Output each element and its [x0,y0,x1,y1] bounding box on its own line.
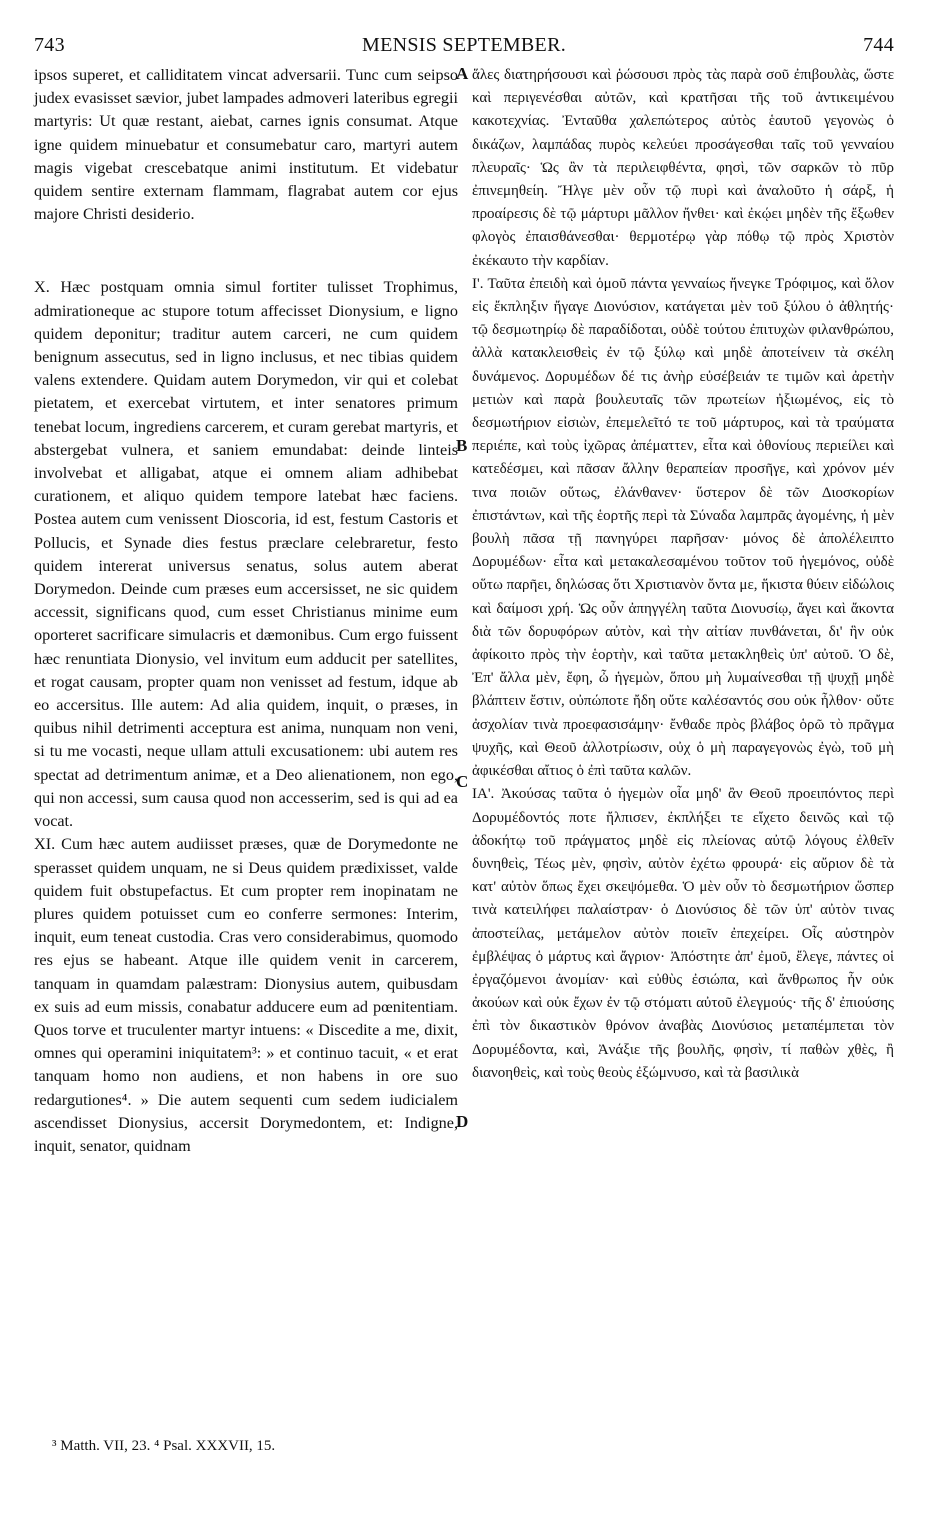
margin-marker-a: A [456,64,469,83]
greek-paragraph-3: ΙΑ'. Ἀκούσας ταῦτα ὁ ἡγεμὼν οἷα μηδ' ἂν Θεοῦ προειπόντος περὶ Δορυμέδοντός ποτε ἤλπισεν, ἐκπλήξει τε εἴχετο δεινῶς καὶ τῷ ἀδοκήτῳ τοῦ πράγματος μηδὲ εἰς πλείονας αὐτῷ λόγους ἐλθεῖν δυνηθεὶς, Τέως μὲν, φησὶν, αὐτὸν ἐχέτω φρουρά· εἰς αὔριον δὲ τὰ κατ' αὐτὸν ὅπως ἔχει σκεψόμεθα. Ὁ μὲν οὖν τὸ δεσμωτήριον ὥσπερ τινὰ κατειλήφει παλαίστραν· ὁ Διονύσιος δὲ τῶν ὑπ' αὐτὸν τινας ἀποστείλας, μετάμελον αὐτὸν ποιεῖν ἐπεχείρει. Οἷς αὐστηρὸν ἐμβλέψας ὁ μάρτυς καὶ ἄγριον· Ἀπόστητε ἀπ' ἐμοῦ, ἔλεγε, πάντες οἱ ἐργαζόμενοι ἀνομίαν· καὶ εὐθὺς ἐσιώπα, καὶ ἄνθρωπος ἦν οὐκ ἀκούων καὶ οὐκ ἔχων ἐν τῷ στόματι αὐτοῦ ἐλεγμούς· τῆς δ' ἐπιούσης ἐπὶ τὸν δικαστικὸν θρόνον ἀναβὰς Διονύσιος μεταπέμπεται τὸν Δορυμέδοντα, καὶ, Ἀνάξιε τῆς βουλῆς, φησὶν, τί παθὼν χθὲς, ἢ διανοηθεὶς, καὶ τοὺς θεοὺς ἐξώμνυσο, καὶ τὰ βασιλικὰ [472,786,894,1081]
latin-paragraph-2: X. Hæc postquam omnia simul fortiter tulisset Trophimus, admirationeque ac stupore totum affecisset Dionysium, e ligno quidem deponitur; traditur autem carceri, ne cum quidem benignum assecutus, sed in ligno inclusus, et nec tibias quidem valens extendere. Quidam autem Dorymedon, vir qui et colebat pietatem, et exercebat virtutem, et inter senatores primum tenebat locum, ingrediens carcerem, et curam gerebat martyris, et abstergebat vulnera, et saniem emundabat: deinde linteis involvebat et alligabat, atque ei omnem aliam adhibebat curationem, et aliquo quidem tempore latebat hæc faciens. Postea autem cum venissent Dioscoria, id est, festum Castoris et Pollucis, et Synade dies festus præclare celebraretur, festo quidem intererat universus senatus, solus autem aberat Dorymedon. Deinde cum præses eum accersisset, ne sic quidem accessit, significans quod, cum esset Christianus minime eum oporteret sacrificare simulacris et dæmonibus. Cum ergo fuissent hæc renuntiata Dionysio, vel invitum eum adducit per satellites, et rogat causam, propter quam non venisset ad festum, idque ab eo accersitus. Ille autem: Ad alia quidem, inquit, o præses, in quibus nihil detrimenti acceptura est anima, nunquam non veni, si tu me vocasti, neque ullam attuli excusationem: ubi autem res spectat ad detrimentum animæ, et a Deo alienationem, non ego, qui non accessi, sum causa quod non accesserim, sed is qui ad ea vocat. [34,278,458,831]
page-number-left: 743 [34,34,65,56]
footnotes: ³ Matth. VII, 23. ⁴ Psal. XXXVII, 15. [52,1438,276,1454]
margin-marker-d: D [456,1112,469,1131]
latin-column [34,64,458,1158]
greek-paragraph-1: ἅλες διατηρήσουσι καὶ ῥώσουσι πρὸς τὰς παρὰ σοῦ ἐπιβουλὰς, ὥστε καὶ περιγενέσθαι αὐτῶν, καὶ κρατῆσαι τῆς τοῦ ἀντικειμένου κακοτεχνίας. Ἐνταῦθα χαλεπώτερος αὐτὸς ἑαυτοῦ γεγονὼς ὁ δικάζων, λαμπάδας πυρὸς κελεύει προσάγεσθαι ταῖς τοῦ γενναίου πλευραῖς· Ὡς ἂν τὰ περιλειφθέντα, φησὶ, τῶν σαρκῶν τὸ πῦρ ἐπινεμηθείη. Ἤλγε μὲν οὖν τῷ πυρὶ καὶ ἀναλοῦτο ἡ σάρξ, ἡ προαίρεσις δὲ τῷ μάρτυρι μᾶλλον ἤνθει· καὶ ἐκῴει μηδὲν τῆς ἔξωθεν φλογὸς ἐπαισθάνεσθαι· θερμοτέρῳ γὰρ πόθῳ τῷ πρὸς Χριστὸν ἐκέκαυτο τὴν καρδίαν. [472,67,894,269]
running-title: MENSIS SEPTEMBER. [361,34,567,56]
greek-column [472,64,894,1085]
page-header [34,34,894,60]
latin-paragraph-1: ipsos superet, et calliditatem vincat adversarii. Tunc cum seipso judex evasisset sævior, jubet lampades admoveri lateribus egregii martyris: Ut quæ restant, aiebat, carnes ignis consumat. Atque igne quidem minuebatur et consumebatur caro, martyri autem magis vigebat crescebatque animi institutum. Et videbatur quidem sentire externam flammam, flagrabat autem cor ejus majore Christi desiderio. [34,66,458,224]
margin-marker-c: C [456,772,469,791]
latin-paragraph-3: XI. Cum hæc autem audiisset præses, quæ de Dorymedonte ne sperasset quidem unquam, ne si Deus quidem prædixisset, valde quidem fuit obstupefactus. Et cum propter rem inopinatam ne plures quidem potuisset cum eo conferre sermones: Interim, inquit, eum teneat custodia. Cras vero considerabimus, quomodo res ejus se habeant. Atque ille quidem venit in carcerem, tanquam in quamdam palæstram: Dionysius autem, quibusdam ex suis ad eum missis, conabatur adducere eum ad pœnitentiam. Quos torve et truculenter martyr intuens: « Discedite a me, dixit, omnes qui operamini iniquitatem³: » et continuo tacuit, « et erat tanquam homo non audiens, et non habens in ore suo redargutiones⁴. » Die autem sequenti cum sedem iudicialem ascendisset Dionysius, accersit Dorymedontem, et: Indigne, inquit, senator, quidnam [34,835,458,1155]
page-number-right: 744 [863,34,894,56]
greek-paragraph-2: Ι'. Ταῦτα ἐπειδὴ καὶ ὁμοῦ πάντα γενναίως ἤνεγκε Τρόφιμος, καὶ ὅλον εἰς ἔκπληξιν ἤγαγε Διονύσιον, κατάγεται μὲν τοῦ ξύλου ὁ ἀθλητής· τῷ δεσμωτηρίῳ δὲ παραδίδοται, οὐδὲ τούτου ἐπιτυχὼν φιλανθρώπου, ἀλλὰ κατακλεισθεὶς ἐν τῷ ξύλῳ καὶ μηδὲ ἀποτείνειν τὰ σκέλη δυνάμενος. Δορυμέδων δέ τις ἀνὴρ εὐσέβειάν τε τιμῶν καὶ ἀρετὴν μετιὼν καὶ παρὰ βουλευταῖς τῶν πρωτείων ἠξιωμένος, εἰς τὸ δεσμωτήριον εἰσιὼν, ἐπεμελεῖτό τε τοῦ μάρτυρος, καὶ τὰ τραύματα περιέπε, καὶ τοὺς ἰχῶρας ἀπέματτεν, εἶτα καὶ ὀθονίους περιείλει καὶ κατεδέσμει, καὶ πᾶσαν ἄλλην θεραπείαν προσῆγε, καὶ χρόνον μέν τινα ποιῶν οὕτως, ἐλάνθανεν· ὕστερον δὲ τῶν Διοσκορίων ἐπιστάντων, καὶ τῆς ἑορτῆς περὶ τὰ Σύναδα λαμπρᾶς ἀγομένης, ἡ μὲν βουλὴ πᾶσα τῇ πανηγύρει παρῆσαν· μόνος δὲ ἀπολέλειπτο Δορυμέδων· εἶτα καὶ μετακαλεσαμένου τοῦτον τοῦ ἡγεμόνος, οὐδὲ οὕτω παρῆει, δηλώσας ὅτι Χριστιανὸν ὄντα με, ἥκιστα θύειν εἰδώλοις καὶ δαίμοσι χρή. Ὡς οὖν ἀπηγγέλη ταῦτα Διονυσίῳ, ἄγει καὶ ἄκοντα διὰ τῶν δορυφόρων αὐτὸν, καὶ τὴν αἰτίαν πυνθάνεται, δι' ἣν οὐκ ἀφίκοιτο πρὸς τὴν ἑορτὴν, καὶ ταῦτα μετακληθεὶς ὑπ' αὐτοῦ. Ὁ δὲ, Ἐπ' ἄλλα μὲν, ἔφη, ὦ ἡγεμὼν, ὅπου μὴ λυμαίνεσθαι τῇ ψυχῇ μηδὲ βλάπτειν ἔστιν, οὐπώποτε ἤδη οὔτε καλέσαντός σου οὐκ ἦλθον· οὔτε ἀσχολίαν τινὰ προεφασισάμην· ἔνθαδε πρὸς βλάβος ὁρῶ τὸ πρᾶγμα ψυχῆς, καὶ Θεοῦ ἀλλοτρίωσιν, οὐχ ὁ μὴ παραγεγονὼς ἐγὼ, τοῦ μὴ ἀφικέσθαι αἴτιος ὁ ἐπὶ ταῦτα καλῶν. [472,275,894,780]
margin-marker-b: B [456,436,468,455]
